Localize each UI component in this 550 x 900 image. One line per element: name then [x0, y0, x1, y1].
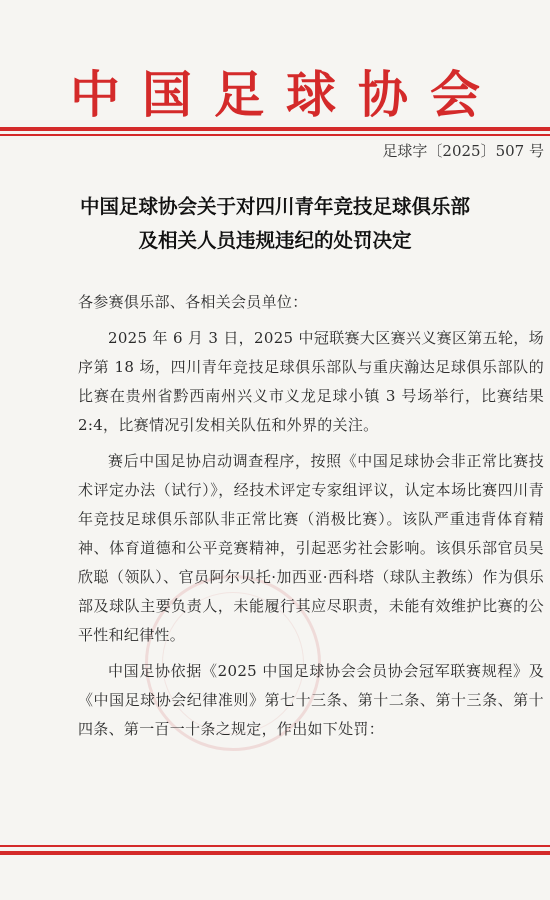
footer-rule-thick: [0, 851, 550, 855]
document-title-line-1: 中国足球协会关于对四川青年竞技足球俱乐部: [79, 195, 470, 218]
letterhead-rule-thin: [0, 134, 550, 136]
document-title-line-2: 及相关人员违规违纪的处罚决定: [138, 229, 412, 252]
letterhead-rule-thick: [0, 127, 550, 131]
body-paragraph-2: 赛后中国足协启动调查程序，按照《中国足球协会非正常比赛技术评定办法（试行）》，经技术评定专家组评议，认定本场比赛四川青年竞技足球俱乐部队非正常比赛（消极比赛）。该队严重违背体育精神、体育道德和公平竞赛精神，引起恶劣社会影响。该俱乐部官员吴欣聪（领队）、官员阿尔贝托·加西亚·西科塔（球队主教练）作为俱乐部及球队主要负责人，未能履行其应尽职责，未能有效维护比赛的公平性和纪律性。: [78, 452, 544, 644]
salutation: 各参赛俱乐部、各相关会员单位：: [78, 293, 308, 311]
body-paragraph-1: 2025 年 6 月 3 日，2025 中冠联赛大区赛兴义赛区第五轮，场序第 18 场，四川青年竞技足球俱乐部队与重庆瀚达足球俱乐部队的比赛在贵州省黔西南州兴义市义龙足球小镇 3 号场举行，比赛结果 2:4，比赛情况引发相关队伍和外界的关注。: [78, 329, 544, 434]
footer-rule-thin: [0, 845, 550, 847]
body-paragraph-3: 中国足协依据《2025 中国足球协会会员协会冠军联赛规程》及《中国足球协会纪律准则》第七十三条、第十二条、第十三条、第十四条、第一百一十条之规定，作出如下处罚：: [78, 662, 544, 738]
letterhead-org-name: 中国足球协会: [70, 65, 502, 124]
document-body: [78, 288, 544, 744]
document-title: [0, 190, 550, 258]
document-number: 足球字〔2025〕507 号: [382, 142, 544, 160]
